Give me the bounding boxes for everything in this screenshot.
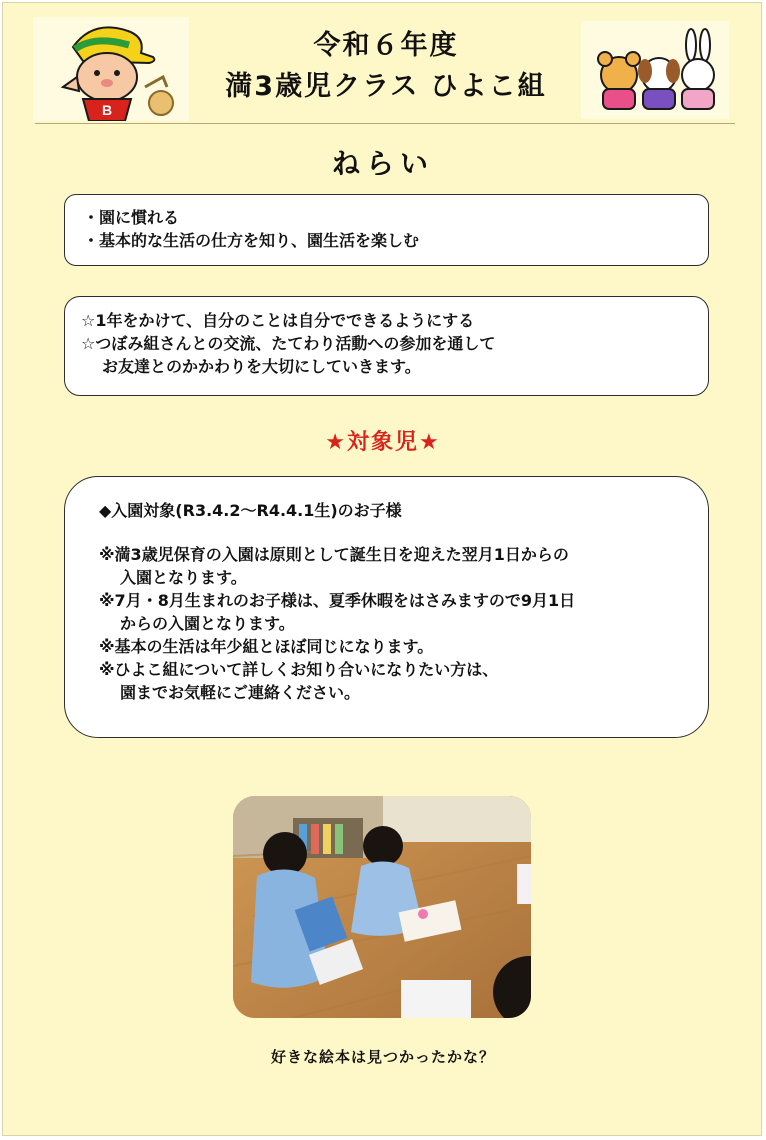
target-heading: ★対象児★	[325, 430, 441, 455]
note-item: ※7月・8月生まれのお子様は、夏季休暇をはさみますので9月1日	[99, 591, 576, 610]
animal-friends-illustration	[581, 21, 729, 119]
header-divider	[35, 123, 735, 124]
note-item: ※ひよこ組について詳しくお知り合いになりたい方は、	[99, 660, 499, 679]
note-item-continued: 園までお気軽にご連絡ください。	[120, 683, 361, 702]
note-item: ※基本の生活は年少組とほぼ同じになります。	[99, 637, 434, 656]
page-title	[193, 25, 579, 107]
policy-box	[64, 296, 709, 396]
title-class: 満3歳児クラス ひよこ組	[225, 71, 547, 102]
classroom-photo	[233, 796, 531, 1018]
target-box	[64, 476, 709, 738]
title-year: 令和６年度	[313, 30, 459, 61]
note-item: ※満3歳児保育の入園は原則として誕生日を迎えた翌月1日からの	[99, 545, 569, 564]
goal-item: ・基本的な生活の仕方を知り、園生活を楽しむ	[83, 231, 420, 250]
policy-item: ☆つぼみ組さんとの交流、たてわり活動への参加を通して	[81, 334, 496, 353]
photo-caption: 好きな絵本は見つかったかな？	[270, 1048, 495, 1066]
goals-heading: ねらい	[331, 147, 434, 180]
note-item-continued: 入園となります。	[120, 568, 247, 587]
mascot-logo	[33, 17, 189, 121]
policy-item: ☆1年をかけて、自分のことは自分でできるようにする	[81, 311, 475, 330]
goal-item: ・園に慣れる	[83, 208, 180, 227]
policy-item-continued: お友達とのかかわりを大切にしていきます。	[102, 357, 421, 376]
goals-box	[64, 194, 709, 266]
logo-badge-letter: B	[101, 102, 113, 118]
eligibility-text: ◆入園対象(R3.4.2～R4.4.1生)のお子様	[99, 501, 402, 520]
note-item-continued: からの入園となります。	[120, 614, 295, 633]
